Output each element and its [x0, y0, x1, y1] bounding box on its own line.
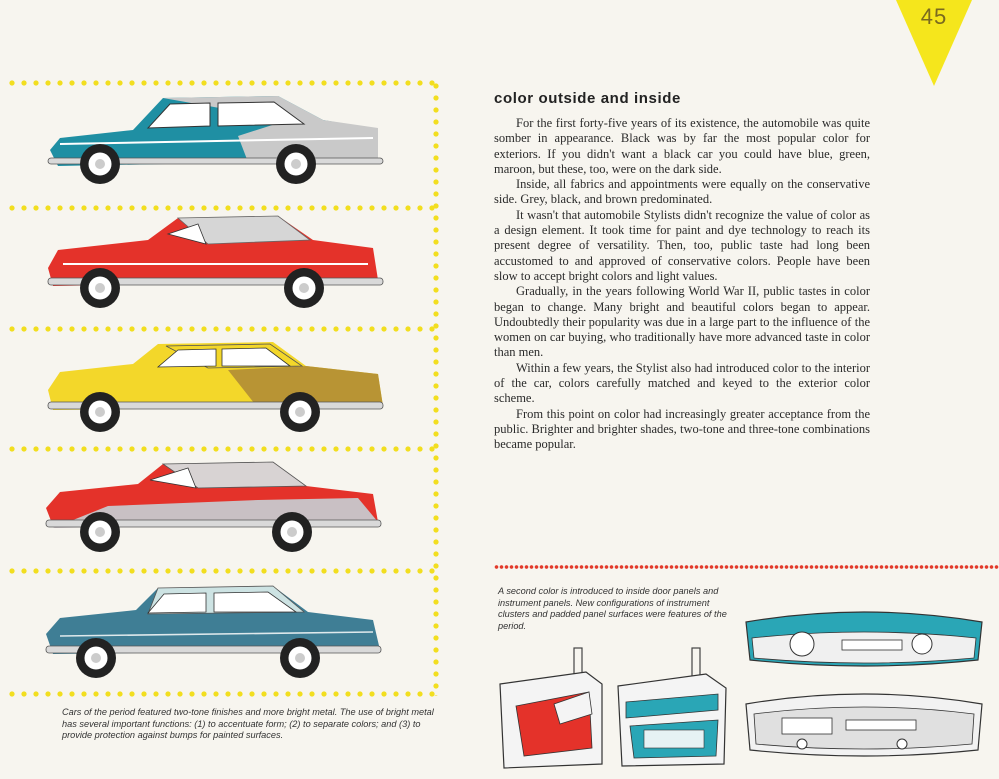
dotted-divider [6, 690, 438, 698]
car-illustration-red-hardtop [38, 210, 388, 315]
dotted-border-right [431, 80, 441, 696]
door-panel-teal-illustration [614, 646, 732, 770]
car-illustration-yellow-gold-hardtop [38, 334, 388, 439]
paragraph: For the first forty-five years of its existence, the automobile was quite somber in appearance. Black was by far the most popular color for exteriors. If you didn't want a black car you could have blue, green, maroon, but these, too, were on the dark side. [494, 116, 870, 176]
door-panel-red-illustration [494, 644, 612, 772]
page-number: 45 [920, 4, 948, 29]
car-illustration-teal-sedan [38, 88, 388, 193]
paragraph: Within a few years, the Stylist also had introduced color to the interior of the car, colors carefully matched and keyed to the exterior color scheme. [494, 360, 870, 406]
dotted-divider [6, 325, 438, 333]
instrument-panel-grey-illustration [742, 684, 986, 764]
dotted-divider [6, 567, 438, 575]
caption-cars: Cars of the period featured two-tone finishes and more bright metal. The use of bright metal has several important functions: (1) to accentuate form; (2) to separate colors; and (3) to provide protection against bumps for painted surfaces. [62, 707, 434, 741]
paragraph: It wasn't that automobile Stylists didn't recognize the value of color as a design element. It took time for paint and dye technology to reach its present degree of versatility. Then, too, public taste had long been accustomed to and approved of conservative colors. People have been slow to accept bright colors and light values. [494, 207, 870, 283]
car-illustration-red-grey-hardtop [38, 456, 388, 561]
dotted-divider [6, 445, 438, 453]
car-illustration-blue-sedan [38, 578, 388, 683]
article-body [494, 116, 870, 453]
section-title: color outside and inside [494, 90, 681, 107]
paragraph: Gradually, in the years following World War II, public tastes in color began to change. Many bright and beautiful colors began to appear. Undoubtedly their popularity was due in a large part to the influence of the women on car buying, who traditionally have more advanced taste in color than men. [494, 284, 870, 360]
instrument-panel-teal-illustration [742, 600, 986, 672]
red-dotted-divider [494, 564, 999, 570]
paragraph: From this point on color had increasingly greater acceptance from the public. Brighter and brighter shades, two-tone and three-tone combinations became popular. [494, 406, 870, 452]
paragraph: Inside, all fabrics and appointments were equally on the conservative side. Grey, black, and brown predominated. [494, 177, 870, 207]
dotted-divider [6, 79, 438, 87]
caption-interior: A second color is introduced to inside door panels and instrument panels. New configurations of instrument clusters and padded panel surfaces were features of the period. [498, 586, 727, 631]
